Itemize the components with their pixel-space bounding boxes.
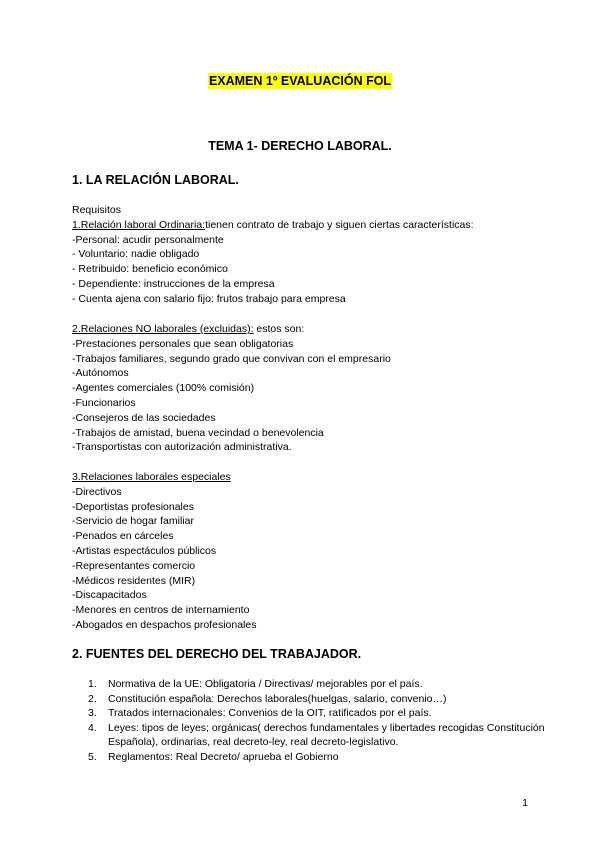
- list-item: -Prestaciones personales que sean obligatorias: [72, 337, 294, 350]
- list-item: -Penados en cárceles: [72, 530, 174, 543]
- list-item: -Funcionarios: [72, 396, 136, 409]
- list-item: -Trabajos familiares, segundo grado que convivan con el empresario: [72, 352, 391, 365]
- ordinaria-label: 1.Relación laboral Ordinaria:: [72, 218, 206, 231]
- topic-title: TEMA 1- DERECHO LABORAL.: [208, 139, 392, 153]
- exam-title-wrap: [0, 72, 600, 90]
- list-text: Constitución española: Derechos laborales(huelgas, salario, convenio…): [108, 692, 447, 705]
- list-item: -Discapacitados: [72, 589, 147, 602]
- requisitos-label: Requisitos: [72, 204, 122, 216]
- list-item: [72, 721, 578, 750]
- list-item: - Dependiente: instrucciones de la empresa: [72, 277, 275, 290]
- list-text: Normativa de la UE: Obligatoria / Directivas/ mejorables por el país.: [108, 678, 423, 690]
- list-text: Tratados internacionales: Convenios de la OIT, ratificados por el país.: [108, 707, 432, 720]
- list-item: -Personal: acudir personalmente: [72, 233, 224, 246]
- list-item: [72, 750, 578, 765]
- no-laborales-intro: [72, 322, 391, 337]
- ordinaria-intro: [72, 218, 474, 233]
- list-text: Reglamentos: Real Decreto/ aprueba el Gobierno: [108, 750, 339, 763]
- list-item: -Servicio de hogar familiar: [72, 515, 194, 528]
- list-item: -Transportistas con autorización administrativa.: [72, 441, 292, 454]
- list-item: -Deportistas profesionales: [72, 500, 194, 513]
- list-item: -Trabajos de amistad, buena vecindad o benevolencia: [72, 426, 324, 439]
- list-item: -Autónomos: [72, 367, 129, 380]
- list-item: [72, 706, 578, 721]
- list-number: 3.: [88, 707, 97, 720]
- list-item: -Directivos: [72, 485, 122, 498]
- exam-title: EXAMEN 1º EVALUACIÓN FOL: [208, 74, 392, 88]
- list-item: - Voluntario: nadie obligado: [72, 248, 200, 261]
- list-number: 2.: [88, 692, 97, 705]
- list-item: - Cuenta ajena con salario fijo: frutos trabajo para empresa: [72, 292, 346, 305]
- list-item: [72, 692, 578, 707]
- list-number: 4.: [88, 721, 97, 734]
- list-item: -Abogados en despachos profesionales: [72, 618, 257, 631]
- section2-heading: 2. FUENTES DEL DERECHO DEL TRABAJADOR.: [72, 647, 362, 661]
- list-item: - Retribuido: beneficio económico: [72, 263, 228, 276]
- no-laborales-block: [72, 322, 391, 455]
- list-item: -Representantes comercio: [72, 559, 196, 572]
- ordinaria-text: tienen contrato de trabajo y siguen ciertas características:: [205, 218, 474, 231]
- list-item: [72, 677, 578, 692]
- list-item: -Artistas espectáculos públicos: [72, 544, 217, 557]
- list-item: -Agentes comerciales (100% comisión): [72, 382, 255, 395]
- list-item: -Consejeros de las sociedades: [72, 411, 216, 424]
- list-number: 5.: [88, 750, 97, 763]
- especiales-block: [72, 470, 256, 633]
- list-item: -Menores en centros de internamiento: [72, 604, 250, 617]
- section1-heading: 1. LA RELACIÓN LABORAL.: [72, 173, 239, 187]
- list-item: -Médicos residentes (MIR): [72, 574, 196, 587]
- no-laborales-text: estos son:: [253, 323, 305, 335]
- no-laborales-label: 2.Relaciones NO laborales (excluidas):: [72, 323, 254, 335]
- list-number: 1.: [88, 678, 97, 690]
- especiales-label: 3.Relaciones laborales especiales: [72, 471, 231, 483]
- list-text: Leyes: tipos de leyes; orgánicas( derechos fundamentales y libertades recogidas Constitución Española), ordinarias, real decreto-ley, real decreto-legislativo.: [108, 721, 545, 749]
- section1-body: [72, 203, 474, 307]
- fuentes-list: [72, 677, 578, 765]
- page-number: 1: [522, 797, 528, 809]
